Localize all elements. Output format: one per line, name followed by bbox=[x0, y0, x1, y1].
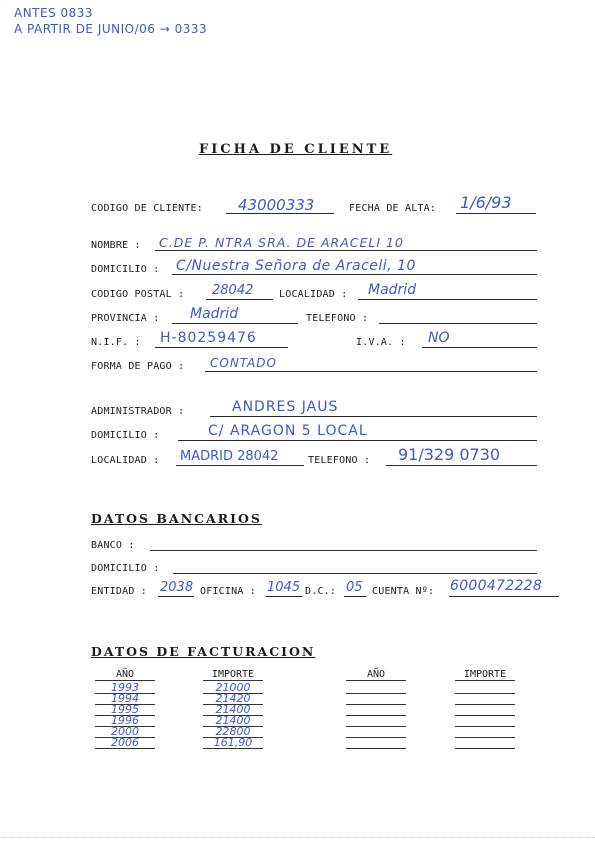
nombre-label: NOMBRE : bbox=[91, 240, 141, 251]
fecha-alta-line bbox=[456, 213, 536, 214]
provincia-line bbox=[172, 323, 298, 324]
forma-pago-label: FORMA DE PAGO : bbox=[91, 361, 185, 372]
billing-section-title: DATOS DE FACTURACION bbox=[91, 644, 316, 659]
bank-domicilio-label: DOMICILIO : bbox=[91, 563, 160, 574]
entidad-label: ENTIDAD : bbox=[91, 586, 147, 597]
codigo-postal-value[interactable]: 28042 bbox=[212, 283, 254, 298]
localidad-value[interactable]: Madrid bbox=[368, 282, 417, 298]
annotation-line-2: A PARTIR DE JUNIO/06 → 0333 bbox=[14, 22, 208, 36]
iva-line bbox=[422, 347, 537, 348]
billing-amount-line-empty[interactable] bbox=[455, 748, 515, 749]
bank-section-title: DATOS BANCARIOS bbox=[91, 511, 262, 526]
nif-value[interactable]: H-80259476 bbox=[160, 330, 257, 346]
admin-telefono-label: TELEFONO : bbox=[308, 455, 371, 466]
cuenta-label: CUENTA Nº: bbox=[372, 586, 435, 597]
billing-amount-line-empty[interactable] bbox=[455, 737, 515, 738]
billing-amount-line-empty[interactable] bbox=[455, 693, 515, 694]
forma-pago-line bbox=[205, 371, 537, 372]
administrador-value[interactable]: ANDRES JAUS bbox=[232, 399, 339, 415]
billing-col-year-1: AÑO bbox=[115, 669, 135, 680]
billing-amount-cell[interactable]: 161,90 bbox=[213, 736, 253, 749]
fecha-alta-value[interactable]: 1/6/93 bbox=[460, 193, 512, 212]
billing-amount-line bbox=[203, 748, 263, 749]
iva-value[interactable]: NO bbox=[428, 330, 450, 346]
codigo-postal-label: CODIGO POSTAL : bbox=[91, 289, 185, 300]
oficina-label: OFICINA : bbox=[200, 586, 256, 597]
billing-amount-cell[interactable]: 21420 bbox=[215, 692, 251, 705]
admin-domicilio-value[interactable]: C/ ARAGON 5 LOCAL bbox=[208, 423, 368, 439]
billing-year-cell[interactable]: 1996 bbox=[111, 714, 139, 727]
admin-localidad-label: LOCALIDAD : bbox=[91, 455, 160, 466]
provincia-value[interactable]: Madrid bbox=[190, 306, 239, 322]
admin-telefono-value[interactable]: 91/329 0730 bbox=[398, 445, 501, 464]
entidad-line bbox=[158, 596, 194, 597]
domicilio-line bbox=[172, 274, 537, 275]
dc-value[interactable]: 05 bbox=[346, 580, 363, 595]
billing-year-line-empty[interactable] bbox=[346, 693, 406, 694]
banco-line bbox=[150, 550, 537, 551]
page-title: FICHA DE CLIENTE bbox=[199, 142, 393, 157]
admin-localidad-value[interactable]: MADRID 28042 bbox=[180, 449, 279, 464]
annotation-line-1: ANTES 0833 bbox=[14, 6, 94, 20]
billing-year-cell[interactable]: 1995 bbox=[111, 703, 139, 716]
billing-amount-line-empty[interactable] bbox=[455, 715, 515, 716]
dc-line bbox=[344, 596, 366, 597]
telefono-line bbox=[379, 323, 537, 324]
domicilio-label: DOMICILIO : bbox=[91, 264, 160, 275]
billing-year-cell[interactable]: 1993 bbox=[111, 681, 139, 694]
admin-domicilio-line bbox=[178, 440, 537, 441]
administrador-label: ADMINISTRADOR : bbox=[91, 406, 185, 417]
billing-amount-line-empty[interactable] bbox=[455, 726, 515, 727]
billing-col-amount-2-line bbox=[455, 680, 515, 681]
billing-amount-cell[interactable]: 21000 bbox=[215, 681, 251, 694]
localidad-line bbox=[358, 299, 537, 300]
billing-year-cell[interactable]: 2006 bbox=[111, 736, 139, 749]
billing-col-amount-2: IMPORTE bbox=[463, 669, 507, 680]
bank-domicilio-line bbox=[173, 573, 537, 574]
nombre-line bbox=[155, 250, 537, 251]
billing-amount-cell[interactable]: 22800 bbox=[215, 725, 251, 738]
nif-label: N.I.F. : bbox=[91, 337, 141, 348]
admin-localidad-line bbox=[176, 465, 304, 466]
billing-year-line-empty[interactable] bbox=[346, 737, 406, 738]
billing-year-cell[interactable]: 2000 bbox=[111, 725, 139, 738]
banco-label: BANCO : bbox=[91, 540, 135, 551]
billing-col-year-2-line bbox=[346, 680, 406, 681]
billing-year-line-empty[interactable] bbox=[346, 748, 406, 749]
billing-col-year-2: AÑO bbox=[366, 669, 386, 680]
billing-amount-line-empty[interactable] bbox=[455, 704, 515, 705]
iva-label: I.V.A. : bbox=[356, 337, 406, 348]
nombre-value[interactable]: C.DE P. NTRA SRA. DE ARACELI 10 bbox=[159, 235, 404, 250]
billing-amount-cell[interactable]: 21400 bbox=[215, 703, 251, 716]
telefono-label: TELEFONO : bbox=[306, 313, 369, 324]
billing-year-cell[interactable]: 1994 bbox=[111, 692, 139, 705]
admin-telefono-line bbox=[386, 465, 537, 466]
administrador-line bbox=[210, 416, 537, 417]
forma-pago-value[interactable]: CONTADO bbox=[210, 356, 277, 370]
billing-year-line bbox=[95, 748, 155, 749]
localidad-label: LOCALIDAD : bbox=[279, 289, 348, 300]
oficina-line bbox=[266, 596, 302, 597]
oficina-value[interactable]: 1045 bbox=[267, 580, 301, 595]
domicilio-value[interactable]: C/Nuestra Señora de Araceli, 10 bbox=[176, 258, 416, 274]
billing-year-line-empty[interactable] bbox=[346, 726, 406, 727]
billing-year-line-empty[interactable] bbox=[346, 704, 406, 705]
codigo-cliente-label: CODIGO DE CLIENTE: bbox=[91, 203, 203, 214]
codigo-cliente-value[interactable]: 43000333 bbox=[238, 196, 315, 214]
nif-line bbox=[155, 347, 288, 348]
bottom-edge bbox=[0, 837, 595, 838]
dc-label: D.C.: bbox=[305, 586, 337, 597]
billing-amount-cell[interactable]: 21400 bbox=[215, 714, 251, 727]
billing-year-line-empty[interactable] bbox=[346, 715, 406, 716]
fecha-alta-label: FECHA DE ALTA: bbox=[349, 203, 437, 214]
provincia-label: PROVINCIA : bbox=[91, 313, 160, 324]
cuenta-value[interactable]: 6000472228 bbox=[450, 578, 543, 594]
admin-domicilio-label: DOMICILIO : bbox=[91, 430, 160, 441]
cuenta-line bbox=[449, 596, 559, 597]
billing-col-amount-1: IMPORTE bbox=[211, 669, 255, 680]
entidad-value[interactable]: 2038 bbox=[160, 580, 194, 595]
codigo-postal-line bbox=[206, 299, 273, 300]
